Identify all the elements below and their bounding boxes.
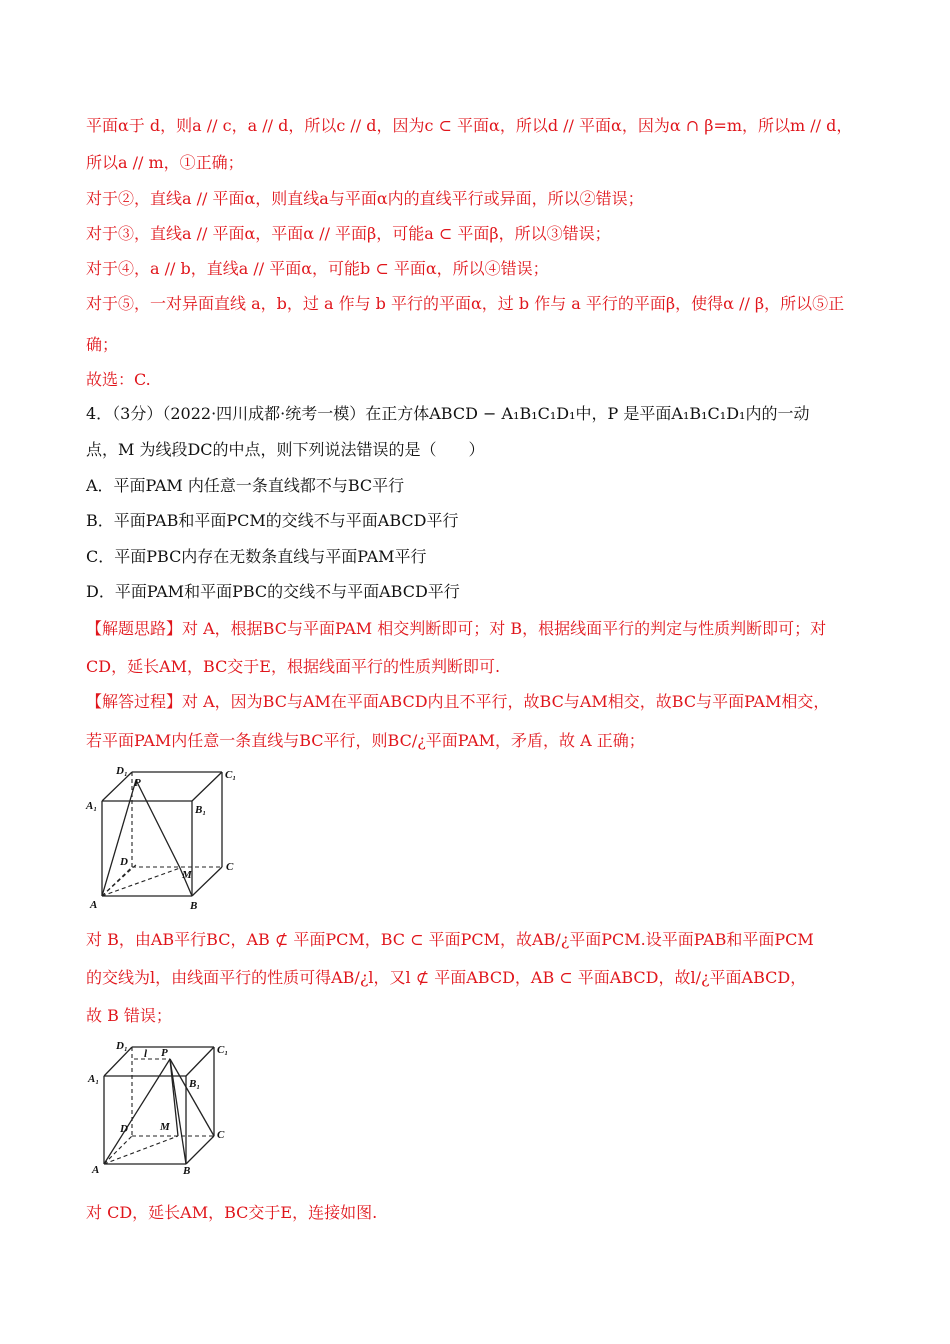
- cube-figure-2: [84, 1036, 244, 1185]
- solution-b-line-3: 故 B 错误；: [86, 1006, 172, 1025]
- option-c: C．平面PBC内存在无数条直线与平面PAM平行: [86, 547, 427, 566]
- label-m: M: [160, 1121, 170, 1133]
- text-line-6: 对于⑤，一对异面直线 a，b，过 a 作与 b 平行的平面α，过 b 作与 a 平行的平面β，使得α // β，所以⑤正: [86, 294, 845, 313]
- label-b1: B₁: [195, 804, 207, 816]
- text-line-7: 确；: [86, 335, 119, 354]
- label-a: A: [92, 1164, 100, 1176]
- solution-idea-line-2: CD，延长AM，BC交于E，根据线面平行的性质判断即可.: [86, 657, 501, 676]
- label-d: D: [120, 856, 128, 868]
- solution-idea-line-1: 【解题思路】对 A，根据BC与平面PAM 相交判断即可；对 B，根据线面平行的判定与性质判断即可；对: [86, 619, 827, 638]
- option-a: A．平面PAM 内任意一条直线都不与BC平行: [86, 476, 405, 495]
- label-c: C: [226, 861, 234, 873]
- text-line-4: 对于③，直线a // 平面α，平面α // 平面β，可能a ⊂ 平面β，所以③错误；: [86, 224, 611, 243]
- label-b1: B₁: [189, 1078, 201, 1090]
- label-c1: C₁: [217, 1044, 229, 1056]
- text-line-2: 所以a // m，①正确；: [86, 153, 244, 172]
- label-d: D: [120, 1123, 128, 1135]
- text-line-5: 对于④，a // b，直线a // 平面α，可能b ⊂ 平面α，所以④错误；: [86, 259, 549, 278]
- label-c1: C₁: [225, 769, 237, 781]
- solution-cd-line-1: 对 CD，延长AM，BC交于E，连接如图.: [86, 1203, 378, 1222]
- label-m: M: [182, 869, 192, 881]
- cube-figure-1: [84, 762, 244, 916]
- label-p: P: [161, 1047, 168, 1059]
- label-b: B: [190, 900, 198, 912]
- question-4-line-2: 点，M 为线段DC的中点，则下列说法错误的是（ ）: [86, 440, 485, 459]
- label-a1: A₁: [88, 1073, 100, 1085]
- label-d1: D₁: [116, 1040, 128, 1052]
- text-line-1: 平面α于 d，则a // c，a // d，所以c // d，因为c ⊂ 平面α，所以d // 平面α，因为α ∩ β=m，所以m // d，: [86, 116, 853, 135]
- solution-b-line-2: 的交线为l，由线面平行的性质可得AB/¿l，又l ⊄ 平面ABCD，AB ⊂ 平面ABCD，故l/¿平面ABCD，: [86, 968, 807, 987]
- solution-process-line-2: 若平面PAM内任意一条直线与BC平行，则BC/¿平面PAM，矛盾，故 A 正确；: [86, 731, 645, 750]
- label-b: B: [183, 1165, 191, 1177]
- label-p: P: [134, 777, 141, 789]
- option-d: D．平面PAM和平面PBC的交线不与平面ABCD平行: [86, 582, 460, 601]
- solution-b-line-1: 对 B，由AB平行BC，AB ⊄ 平面PCM，BC ⊂ 平面PCM，故AB/¿平面PCM.设平面PAB和平面PCM: [86, 930, 814, 949]
- label-d1: D₁: [116, 765, 128, 777]
- label-c: C: [217, 1129, 225, 1141]
- label-a1: A₁: [86, 800, 98, 812]
- solution-process-line-1: 【解答过程】对 A，因为BC与AM在平面ABCD内且不平行，故BC与AM相交，故BC与平面PAM相交，: [86, 692, 830, 711]
- option-b: B．平面PAB和平面PCM的交线不与平面ABCD平行: [86, 511, 459, 530]
- label-l: l: [144, 1048, 148, 1060]
- question-4-line-1: 4．（3分）（2022·四川成都·统考一模）在正方体ABCD − A₁B₁C₁D₁中，P 是平面A₁B₁C₁D₁内的一动: [86, 404, 810, 423]
- text-line-8: 故选：C.: [86, 370, 151, 389]
- label-a: A: [90, 899, 98, 911]
- text-line-3: 对于②，直线a // 平面α，则直线a与平面α内的直线平行或异面，所以②错误；: [86, 189, 644, 208]
